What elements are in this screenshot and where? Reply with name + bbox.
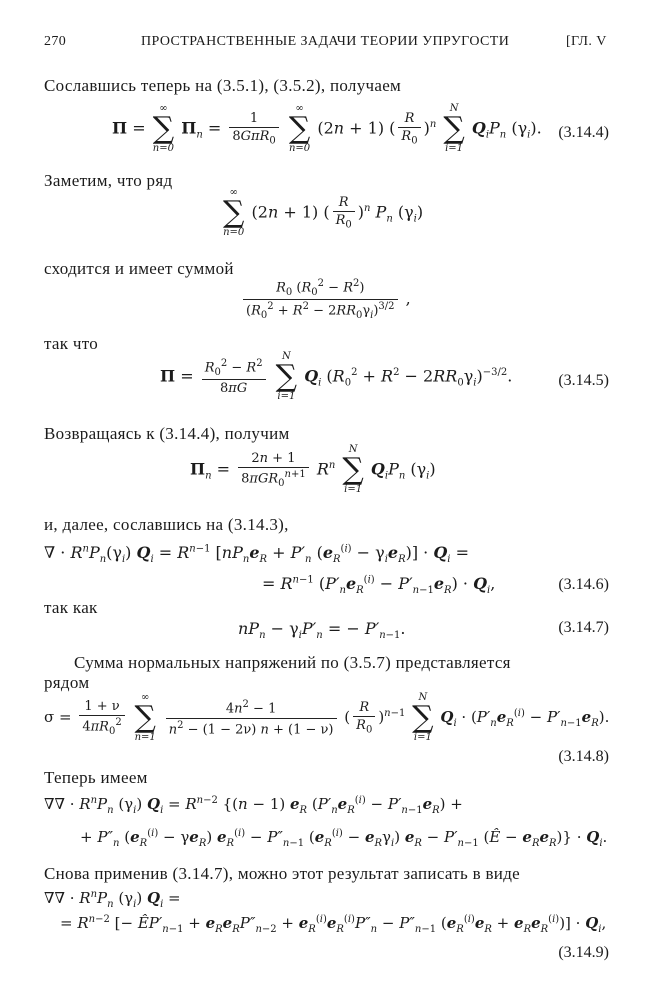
equation-number: (3.14.6) <box>558 576 609 593</box>
equation-number: (3.14.8) <box>558 748 609 765</box>
paragraph-line: рядом <box>44 673 90 692</box>
equation-number: (3.14.4) <box>558 124 609 141</box>
equation-3-14-5: Π = $\frac{R_0^2 - R^2}{8\pi G}$ N ∑ i=1 $Q_i$ $(R_0^2 + R^2 - 2RR_0\gamma_i)^{-3/2}$. <box>160 351 513 402</box>
sum-expression: $\frac{R_0 (R_0^2 - R^2)}{(R_0^2 + R^2 - 2RR_0\gamma_i)^{3/2}}$ , <box>240 278 411 321</box>
text-line: и, далее, сославшись на (3.14.3), <box>44 515 289 534</box>
series-expression: ∞ ∑ n=0 (2n + 1) ( $\frac{R}{R_0}$ )$^n$ $P_n$ $(\gamma_i)$ <box>223 187 424 238</box>
text-line: так что <box>44 334 99 353</box>
equation-3-14-9-line2: = $R^{n-2}$ [− $ÊP'_{n-1} + e_Re_RP''_{n-2} + e_R^{(i)}e_R^{(i)}P''_n - P''_{n-1}$ $(e_R^{(i)}e_R + e_Re_R^{(i)})] \cdot Q_i$, <box>60 914 607 935</box>
equation-3-14-4: Π = ∞ ∑ n=0 $\Pi_n$ = $\frac{1}{8G\pi R_0}$ ∞ ∑ n=0 (2n + 1) ( $\frac{R}{R_0}$ )$^n$ N ∑ i=1 $Q_iP_n$ $(\gamma_i)$. <box>112 103 542 154</box>
equation-number: (3.14.5) <box>558 372 609 389</box>
equation-3-14-8: σ = $\frac{1 + \nu}{4\pi R_0^2}$ ∞ ∑ n=1 $\frac{4n^2 - 1}{n^2 - (1 - 2\nu) n + (1 - \nu)}$ ( $\frac{R}{R_0}$ )$^{n-1}$ N ∑ i=1 $Q_i \cdot (P'_ne_R^{(i)} - P'_{n-1}e_R)$. <box>44 692 610 743</box>
equation-3-14-7: $nP_n - \gamma_iP'_n$ = − $P'_{n-1}$. <box>238 619 406 642</box>
running-title: ПРОСТРАНСТВЕННЫЕ ЗАДАЧИ ТЕОРИИ УПРУГОСТИ <box>141 34 510 49</box>
text-line: Теперь имеем <box>44 768 148 787</box>
text-line: Сославшись теперь на (3.5.1), (3.5.2), получаем <box>44 76 402 95</box>
equation-3-14-6-line1: ∇ · $R^nP_n(\gamma_i) Q_i = R^{n-1}$ [$nP_ne_R + P'_n$ $(e_R^{(i)} - \gamma_ie_R)] \cdot Q_i$ = <box>44 543 469 566</box>
equation-3-14-9-line1: ∇∇ · $R^nP_n$ $(\gamma_i) Q_i$ = <box>44 889 181 910</box>
equation-graddiv-line2: + $P''_n$ $(e_R^{(i)} - \gamma e_R) e_R^{(i)} - P''_{n-1}$ $(e_R^{(i)} - e_R\gamma_i) e_R - P'_{n-1}$ (Ê − $e_Re_R)\} \cdot Q_i$. <box>80 828 608 849</box>
chapter-label: [ГЛ. V <box>566 34 607 49</box>
paragraph-line: Сумма нормальных напряжений по (3.5.7) представляется <box>74 653 511 672</box>
equation-number: (3.14.7) <box>558 619 609 636</box>
text-line: Заметим, что ряд <box>44 171 173 190</box>
equation-3-14-6-line2: = $R^{n-1}$ $(P'_ne_R^{(i)} - P'_{n-1}e_R) \cdot Q_i$, <box>262 574 496 597</box>
equation-graddiv-line1: ∇∇ · $R^nP_n$ $(\gamma_i) Q_i = R^{n-2}$ {(n − 1) $e_R$ $(P'_ne_R^{(i)} - P'_{n-1}e_R)$ + <box>44 795 463 816</box>
equation-pi-n: $\Pi_n$ = $\frac{2n + 1}{8\pi GR_0^{n+1}}$ $R^n$ N ∑ i=1 $Q_iP_n$ $(\gamma_i)$ <box>190 444 436 495</box>
text-line: Возвращаясь к (3.14.4), получим <box>44 424 290 443</box>
page-number: 270 <box>44 34 67 49</box>
equation-number: (3.14.9) <box>558 944 609 961</box>
text-line: сходится и имеет суммой <box>44 259 234 278</box>
text-line: так как <box>44 598 98 617</box>
paragraph-line: Снова применив (3.14.7), можно этот результат записать в виде <box>44 864 521 883</box>
